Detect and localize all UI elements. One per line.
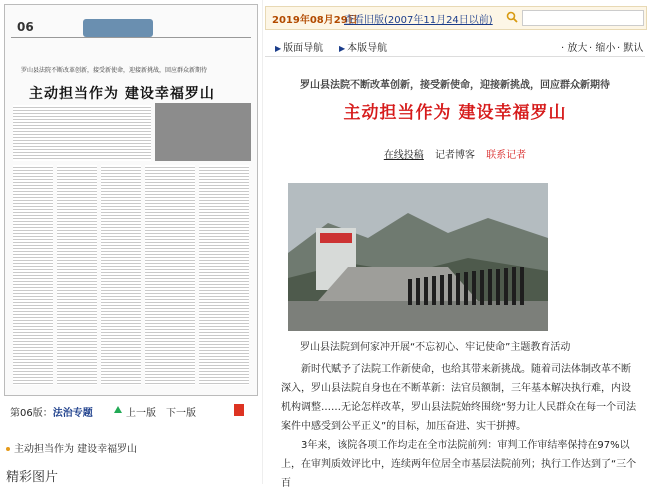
section-nav-link[interactable]	[275, 39, 323, 54]
left-panel	[0, 0, 262, 484]
column-divider	[262, 0, 263, 484]
text-block	[199, 165, 249, 385]
article-body	[281, 360, 637, 493]
contact-reporter-link[interactable]: 联系记者	[486, 150, 527, 161]
article-list-label: 主动担当作为 建设幸福罗山	[14, 444, 138, 455]
zoom-in-button[interactable]: · 放大	[561, 43, 588, 54]
mini-headline: 主动担当作为 建设幸福罗山	[29, 86, 215, 102]
page-header	[11, 11, 251, 38]
search-icon[interactable]	[506, 11, 518, 23]
newspaper-page-thumbnail[interactable]	[4, 4, 258, 396]
online-submit-link[interactable]: 在线投稿	[383, 150, 424, 161]
article-byline	[265, 146, 645, 161]
old-version-link[interactable]: 查看旧版(2007年11月24日以前)	[344, 15, 493, 26]
prev-page-link[interactable]: 上一版	[126, 408, 156, 419]
article-subtitle: 罗山县法院不断改革创新，接受新使命，迎接新挑战，回应群众新期待	[300, 80, 610, 91]
zoom-out-button[interactable]: · 缩小	[589, 43, 616, 54]
issue-date: 2019年08月29日	[272, 15, 358, 26]
next-page-link[interactable]: 下一版	[166, 408, 196, 419]
top-bar	[265, 6, 647, 30]
page-nav-label: 本版导航	[347, 43, 388, 54]
zoom-in-label: 放大	[567, 43, 588, 54]
zoom-reset-label: 默认	[623, 43, 644, 54]
page-toolbar	[4, 402, 256, 420]
photos-heading: 精彩图片	[6, 470, 59, 485]
mini-photo	[155, 103, 251, 161]
text-block	[57, 165, 97, 385]
triangle-right-icon: ▶	[275, 44, 282, 53]
search-input[interactable]	[522, 10, 644, 26]
mini-subtitle: 罗山县法院不断改革创新，接受新使命，迎接新挑战，回应群众新期待	[21, 67, 208, 74]
article-photo	[288, 183, 548, 331]
text-block	[145, 165, 195, 385]
arrow-up-icon	[114, 406, 122, 413]
article-paragraph: 新时代赋予了法院工作新使命，也给其带来新挑战。随着司法体制改革不断深入，罗山县法院自身也在不断革新：法官员额制，三年基本解决执行难，内设机构调整……无论怎样改革，罗山县法院始终围绕“努力让人民群众在每一个司法案件中感受到公平正义”的目标，加压奋进、实干拼搏。	[281, 364, 637, 432]
text-block	[13, 105, 151, 161]
article-title: 主动担当作为 建设幸福罗山	[343, 103, 567, 123]
page-number: 06	[17, 20, 34, 34]
text-block	[13, 165, 53, 385]
section-logo	[83, 19, 153, 37]
zoom-reset-button[interactable]: · 默认	[617, 43, 644, 54]
article-list-item[interactable]	[6, 440, 137, 455]
edition-name[interactable]: 法治专题	[52, 408, 93, 419]
zoom-out-label: 缩小	[595, 43, 616, 54]
bullet-icon	[6, 447, 10, 451]
page-nav-link[interactable]	[339, 39, 387, 54]
photo-caption: 罗山县法院到何家冲开展“不忘初心、牢记使命”主题教育活动	[300, 342, 571, 353]
triangle-right-icon: ▶	[339, 44, 346, 53]
edition-label	[10, 404, 93, 419]
pdf-icon[interactable]	[234, 404, 244, 416]
reporter-blog-link[interactable]: 记者博客	[435, 150, 475, 161]
section-nav-label: 版面导航	[283, 43, 324, 54]
navigation-bar	[265, 34, 645, 57]
text-block	[101, 165, 141, 385]
article-paragraph: 3年来，该院各项工作均走在全市法院前列：审判工作审结率保持在97%以上，在审判质效评比中，连续两年位居全市基层法院前列；执行工作达到了“三个百	[281, 440, 637, 489]
edition-number: 第06版：	[10, 408, 53, 419]
